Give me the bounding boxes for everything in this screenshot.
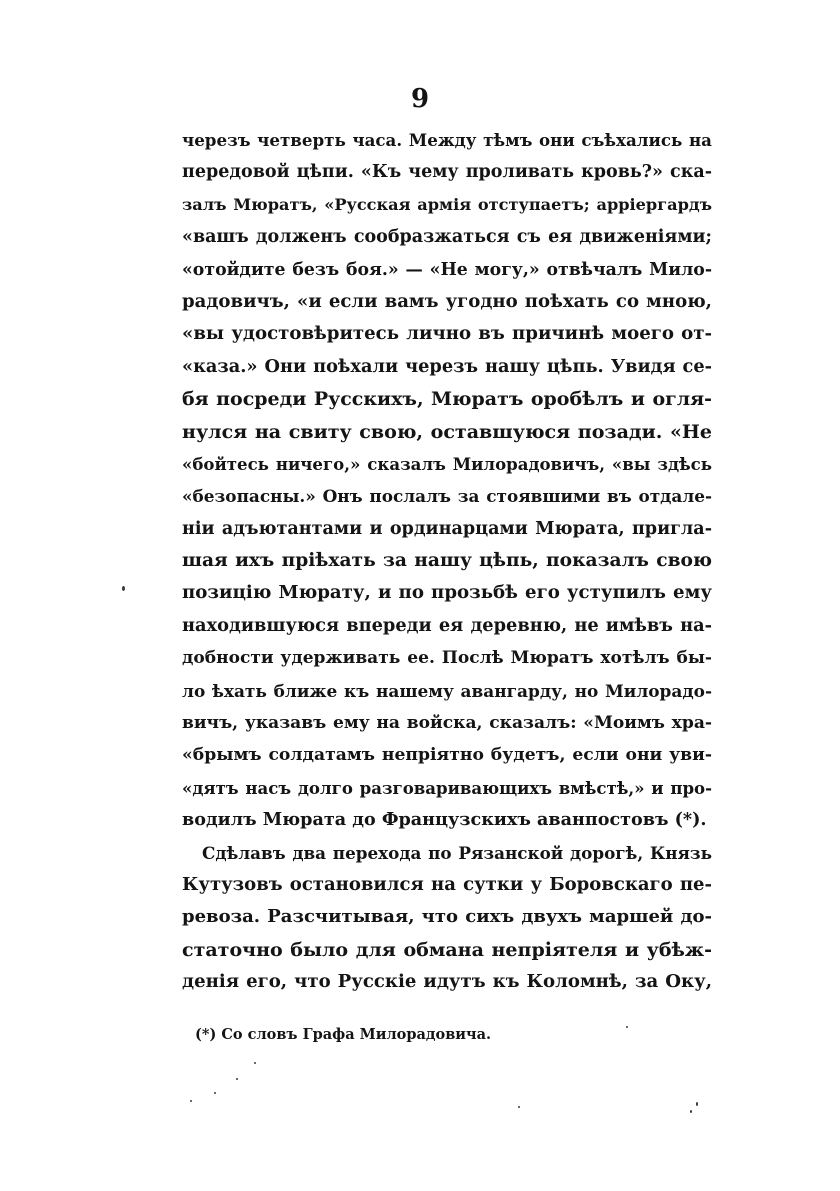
scan-speck [690,1110,692,1113]
text-line: денія его, что Русскіе идутъ къ Коломнѣ, за Оку, [182,971,712,993]
body-text [182,124,712,999]
text-line: ло ѣхать ближе къ нашему авангарду, но Милорадо- [182,680,712,701]
scan-speck [190,1100,192,1102]
scan-speck [696,1102,698,1106]
scan-speck [254,1062,256,1064]
scan-speck [626,1026,628,1028]
text-line: статочно было для обмана непріятеля и убѣж- [182,938,712,961]
text-line: «дятъ насъ долго разговаривающихъ вмѣстѣ,» и про- [182,777,712,798]
page-number: 9 [410,84,430,114]
text-line: радовичъ, «и если вамъ угодно поѣхать со мною, [182,290,712,312]
paragraph-first-line: Сдѣлавъ два перехода по Рязанской дорогѣ, Князь [202,842,712,863]
text-line: «отойдите безъ боя.» — «Не могу,» отвѣчалъ Мило- [182,259,712,280]
text-line: нулся на свиту свою, оставшуюся позади. «Не [182,420,712,443]
text-line: «брымъ солдатамъ непріятно будетъ, если они уви- [182,745,712,766]
scan-speck [214,1092,216,1094]
text-line: «вашъ долженъ сообразжаться съ ея движеніями; [182,227,712,248]
text-line: находившуюся впереди ея деревню, не имѣвъ на- [182,614,712,636]
text-line: передовой цѣпи. «Къ чему проливать кровь?» ска- [182,162,712,183]
scan-speck [122,586,125,591]
text-line: «бойтесь ничего,» сказалъ Милорадовичъ, «вы здѣсь [182,453,712,474]
text-line: позицію Мюрату, и по прозьбѣ его уступилъ ему [182,582,712,604]
text-line: водилъ Мюрата до Французскихъ аванпостовъ (*). [182,809,707,831]
footnote: (*) Со словъ Графа Милорадовича. [195,1026,492,1043]
scan-speck [236,1078,238,1080]
text-line: Кутузовъ остановился на сутки у Боровскаго пе- [182,873,712,895]
text-line: бя посреди Русскихъ, Мюратъ оробѣлъ и огля- [182,388,712,411]
scan-speck [518,1106,520,1108]
text-line: «вы удостовѣритесь лично въ причинѣ моего от- [182,323,712,345]
text-line: шая ихъ пріѣхать за нашу цѣпь, показалъ свою [182,550,712,572]
text-line: вичъ, указавъ ему на войска, сказалъ: «Моимъ хра- [182,713,712,734]
text-line: «каза.» Они поѣхали черезъ нашу цѣпь. Увидя се- [182,355,712,377]
text-line: черезъ четверть часа. Между тѣмъ они съѣхались на [182,130,712,150]
text-line: «безопасны.» Онъ послалъ за стоявшими въ отдале- [182,486,712,507]
text-line: ніи адъютантами и ординарцами Мюрата, пригла- [182,517,712,539]
text-line: ревоза. Разсчитывая, что сихъ двухъ маршей до- [182,906,712,928]
text-line: залъ Мюратъ, «Русская армія отступаетъ; арріергардъ [182,194,712,214]
text-line: добности удерживать ее. Послѣ Мюратъ хотѣлъ бы- [182,648,712,669]
